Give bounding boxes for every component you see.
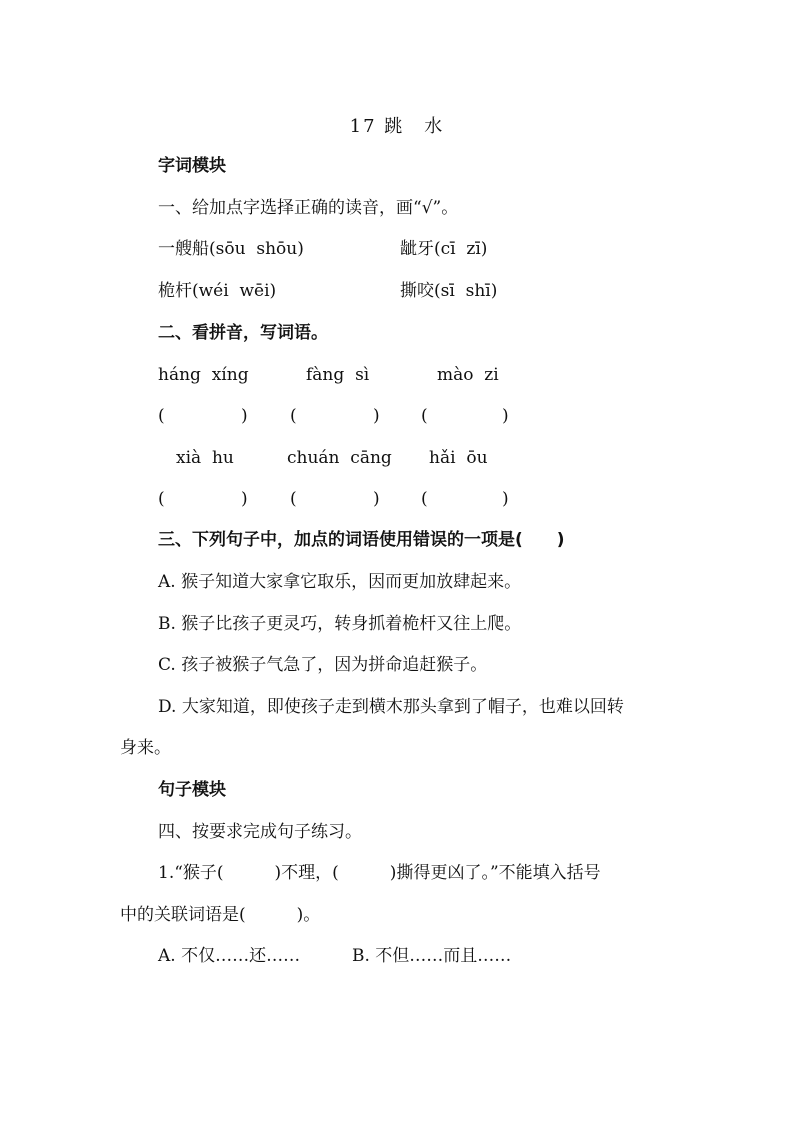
q4-choice-b: B. 不但……而且……: [352, 946, 512, 966]
pinyin-6: hǎi ōu: [429, 448, 488, 468]
section-heading-sentences: 句子模块: [158, 780, 226, 800]
answer-bracket-6-open: (: [421, 489, 428, 509]
q1-item-4: [400, 279, 497, 303]
q1-item-1: [158, 237, 304, 261]
pinyin-3: mào zi: [437, 365, 499, 385]
section-heading-words: 字词模块: [158, 156, 226, 176]
q1-item-2-word: 龇牙: [400, 239, 434, 259]
pinyin-5: chuán cāng: [287, 448, 392, 468]
pinyin-1: háng xíng: [158, 365, 249, 385]
answer-bracket-2-open: (: [290, 406, 297, 426]
q3-option-d-continued: 身来。: [120, 738, 171, 758]
answer-bracket-5-close: ): [373, 489, 380, 509]
question-2-prompt: 二、看拼音，写词语。: [158, 323, 328, 343]
q3-option-b: B. 猴子比孩子更灵巧，转身抓着桅杆又往上爬。: [158, 614, 522, 634]
question-3-prompt: 三、下列句子中，加点的词语使用错误的一项是( ): [158, 530, 565, 550]
answer-bracket-4-close: ): [241, 489, 248, 509]
q1-item-2: [400, 237, 487, 261]
answer-bracket-3-open: (: [421, 406, 428, 426]
pinyin-2: fàng sì: [306, 365, 370, 385]
q1-item-3-word: 桅杆: [158, 281, 192, 301]
answer-bracket-1-open: (: [158, 406, 165, 426]
q3-option-d: D. 大家知道，即使孩子走到横木那头拿到了帽子，也难以回转: [158, 697, 624, 717]
question-4-prompt: 四、按要求完成句子练习。: [158, 822, 362, 842]
answer-bracket-1-close: ): [241, 406, 248, 426]
q1-item-4-reading: (sī shī): [434, 281, 498, 301]
q4-choice-a: A. 不仅……还……: [158, 946, 301, 966]
answer-bracket-5-open: (: [290, 489, 297, 509]
page-title: 17 跳 水: [349, 116, 445, 137]
q1-item-2-reading: (cī zī): [434, 239, 488, 259]
q1-item-1-word: 一艘船: [158, 239, 209, 259]
answer-bracket-3-close: ): [502, 406, 509, 426]
q4-item-1-line-1: 1.“猴子( )不理，( )撕得更凶了。”不能填入括号: [158, 863, 601, 883]
pinyin-4: xià hu: [176, 448, 234, 468]
question-1-prompt: 一、给加点字选择正确的读音，画“√”。: [158, 198, 459, 218]
q1-item-1-reading: (sōu shōu): [209, 239, 304, 259]
q3-option-c: C. 孩子被猴子气急了，因为拼命追赶猴子。: [158, 655, 488, 675]
q1-item-3: [158, 279, 276, 303]
q1-item-3-reading: (wéi wēi): [192, 281, 277, 301]
answer-bracket-2-close: ): [373, 406, 380, 426]
q3-option-a: A. 猴子知道大家拿它取乐，因而更加放肆起来。: [158, 572, 522, 592]
answer-bracket-4-open: (: [158, 489, 165, 509]
answer-bracket-6-close: ): [502, 489, 509, 509]
q4-item-1-line-2: 中的关联词语是( )。: [120, 905, 321, 925]
q1-item-4-word: 撕咬: [400, 281, 434, 301]
